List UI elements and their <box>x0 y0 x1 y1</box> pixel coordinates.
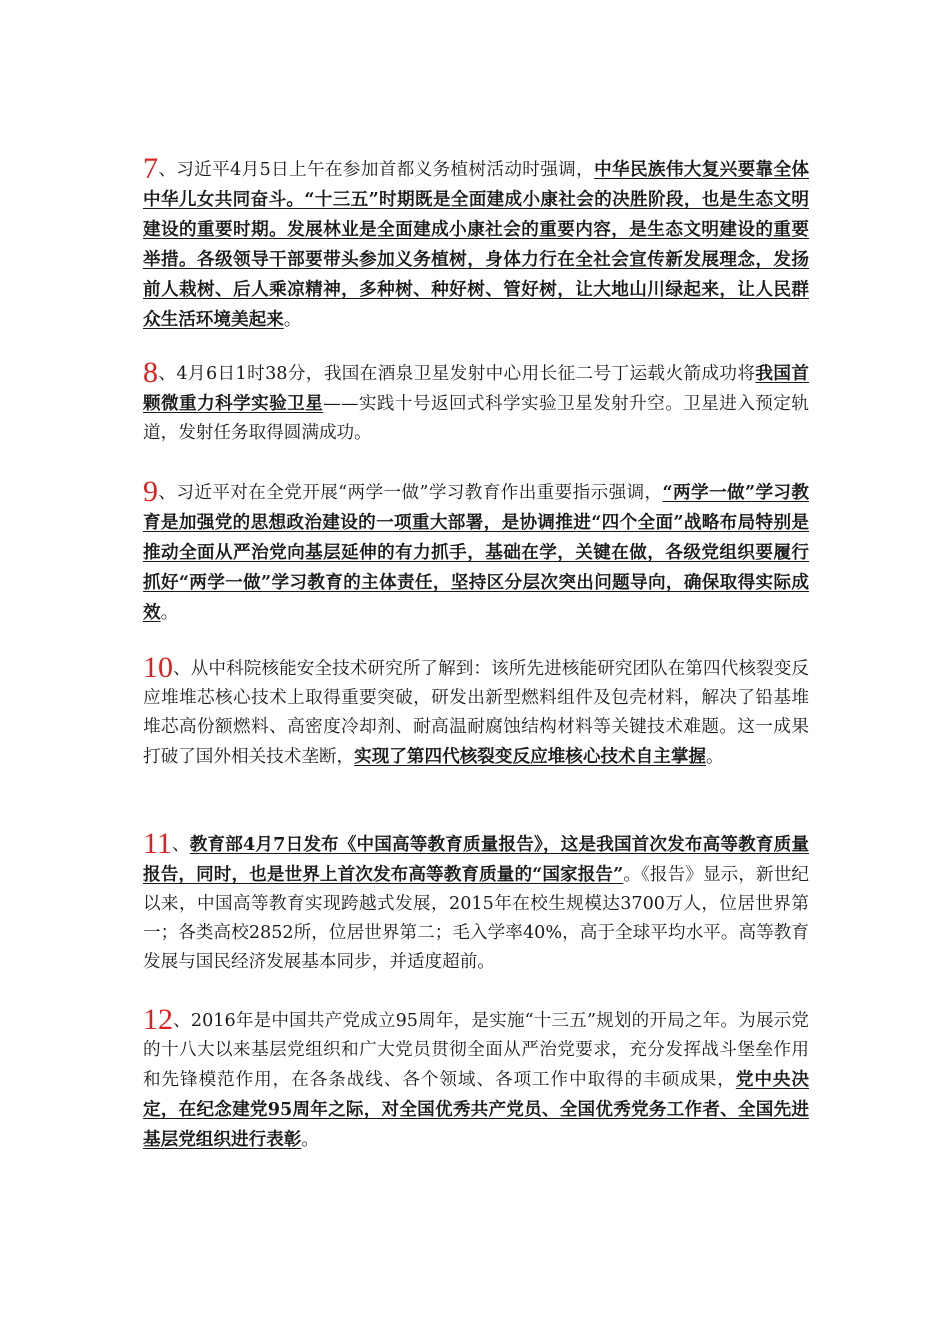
item-lead-text: 习近平4月5日上午在参加首都义务植树活动时强调， <box>176 159 595 180</box>
item-separator: 、 <box>158 363 177 384</box>
item-separator: 、 <box>173 658 191 679</box>
item-lead-text: 从中科院核能安全技术研究所了解到：该所先进核能研究团队在第四代核裂变反应堆堆芯核心技术上取得重要突破，研发出新型燃料组件及包壳材料，解决了铅基堆堆芯高份额燃料、高密度冷却剂、耐高温耐腐蚀结构材料等关键技术难题。这一成果打破了国外相关技术垄断， <box>143 658 809 767</box>
item-lead-text: 2016年是中国共产党成立95周年，是实施“十三五”规划的开局之年。为展示党的十八大以来基层党组织和广大党员贯彻全面从严治党要求，充分发挥战斗堡垒作用和先锋模范作用，在各条战线、各个领域、各项工作中取得的丰硕成果， <box>143 1010 809 1090</box>
item-tail-text: 。 <box>160 602 179 623</box>
item-separator: 、 <box>173 1010 191 1031</box>
item-key-point: 党中央决定，在纪念建党95周年之际，对全国优秀共产党员、全国优秀党务工作者、全国先进基层党组织进行表彰 <box>143 1068 809 1150</box>
news-item-8 <box>143 355 809 448</box>
news-item-12 <box>143 1002 809 1155</box>
item-number: 12 <box>143 1002 173 1036</box>
item-tail-text: 。《报告》显示，新世纪以来，中国高等教育实现跨越式发展，2015年在校生规模达3700万人，位居世界第一；各类高校2852所，位居世界第二；毛入学率40%，高于全球平均水平。高等教育发展与国民经济发展基本同步，并适度超前。 <box>143 864 810 972</box>
news-item-11 <box>143 826 809 977</box>
item-number: 11 <box>143 826 172 860</box>
item-key-point: 中华民族伟大复兴要靠全体中华儿女共同奋斗。“十三五”时期既是全面建成小康社会的决胜阶段，也是生态文明建设的重要时期。发展林业是全面建成小康社会的重要内容，是生态文明建设的重要举措。各级领导干部要带头参加义务植树，身体力行在全社会宣传新发展理念，发扬前人栽树、后人乘凉精神，多种树、种好树、管好树，让大地山川绿起来，让人民群众生活环境美起来 <box>143 158 809 330</box>
news-item-10 <box>143 650 809 772</box>
item-key-point: 教育部4月7日发布《中国高等教育质量报告》，这是我国首次发布高等教育质量报告，同时，也是世界上首次发布高等教育质量的“国家报告” <box>143 833 809 885</box>
item-separator: 、 <box>158 159 177 180</box>
item-key-point: 我国首颗微重力科学实验卫星 <box>143 362 809 414</box>
item-lead-text: 4月6日1时38分，我国在酒泉卫星发射中心用长征二号丁运载火箭成功将 <box>176 363 756 384</box>
item-tail-text: 。 <box>706 746 724 767</box>
item-number: 10 <box>143 650 173 684</box>
item-key-point: “两学一做”学习教育是加强党的思想政治建设的一项重大部署，是协调推进“四个全面”战略布局特别是推动全面从严治党向基层延伸的有力抓手，基础在学，关键在做，各级党组织要履行抓好“两学一做”学习教育的主体责任，坚持区分层次突出问题导向，确保取得实际成效 <box>143 481 809 623</box>
item-number: 7 <box>143 151 158 185</box>
item-tail-text: 。 <box>301 1129 319 1150</box>
item-number: 9 <box>143 474 158 508</box>
item-separator: 、 <box>171 834 190 855</box>
item-number: 8 <box>143 355 158 389</box>
item-lead-text: 习近平对在全党开展“两学一做”学习教育作出重要指示强调， <box>176 482 663 503</box>
item-tail-text: 。 <box>283 309 302 330</box>
news-item-7 <box>143 151 809 335</box>
item-tail-text: ——实践十号返回式科学实验卫星发射升空。卫星进入预定轨道，发射任务取得圆满成功。 <box>143 393 809 443</box>
item-separator: 、 <box>158 482 177 503</box>
item-key-point: 实现了第四代核裂变反应堆核心技术自主掌握 <box>354 745 707 767</box>
news-item-9 <box>143 474 809 628</box>
